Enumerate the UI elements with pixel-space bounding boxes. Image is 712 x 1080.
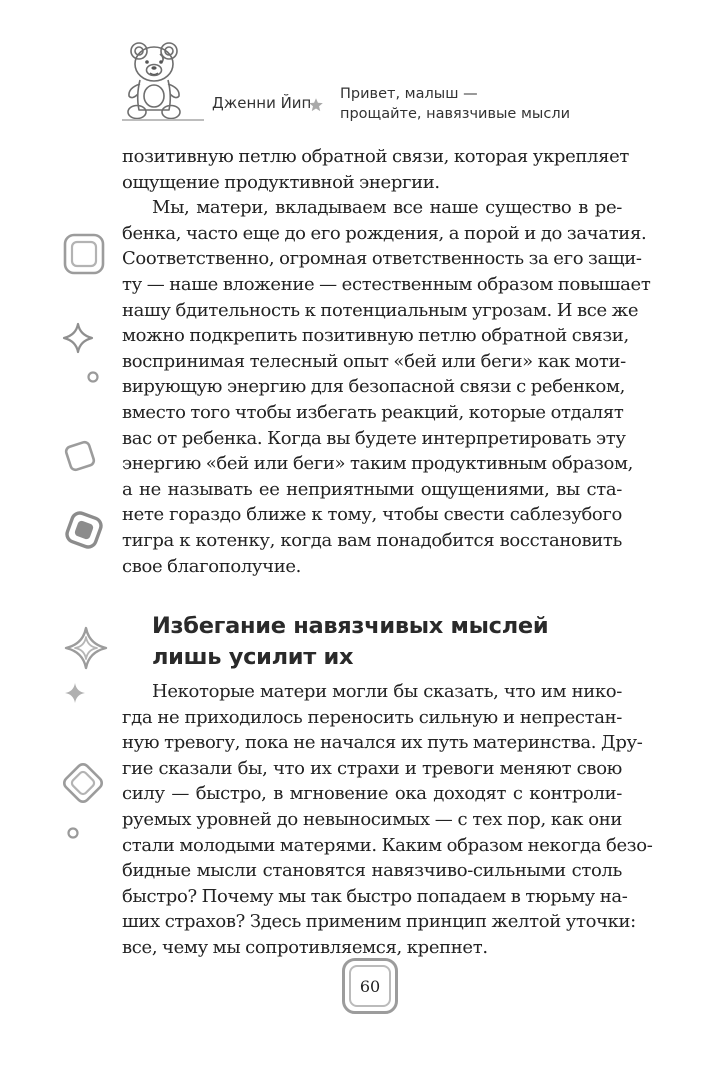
text-line: бенка, часто еще до его рождения, а порой и до зачатия.	[122, 222, 647, 244]
paragraph	[122, 195, 651, 579]
text-line: Мы, матери, вкладываем все наше существо в ре-	[152, 197, 622, 219]
text-line: ших страхов? Здесь применим принцип желтой уточки:	[122, 911, 636, 933]
sparkle-filled-icon	[64, 682, 86, 704]
text-line: ную тревогу, пока не начался их путь материнства. Дру-	[122, 732, 643, 754]
star-icon	[308, 97, 324, 113]
text-line: быстро? Почему мы так быстро попадаем в тюрьму на-	[122, 885, 628, 907]
text-line: все, чему мы сопротивляемся, крепнет.	[122, 937, 488, 959]
text-line: нете гораздо ближе к тому, чтобы свести саблезубого	[122, 504, 622, 526]
text-line: Некоторые матери могли бы сказать, что им нико-	[152, 681, 622, 703]
text-line: энергию «бей или беги» таким продуктивным образом,	[122, 453, 633, 475]
header-rule	[122, 119, 204, 121]
text-line: силу — быстро, в мгновение ока доходят с контроли-	[122, 783, 622, 805]
rounded-diamond-filled-icon	[60, 506, 108, 554]
page-body	[122, 144, 653, 961]
running-header	[0, 0, 712, 130]
text-line: позитивную петлю обратной связи, которая укрепляет	[122, 146, 630, 167]
small-circle-icon	[66, 826, 80, 840]
text-line: можно подкрепить позитивную петлю обратной связи,	[122, 325, 629, 347]
text-line: бидные мысли становятся навязчиво-сильными столь	[122, 860, 622, 882]
diamond-outline-icon	[58, 758, 108, 808]
text-line: а не называть ее неприятными ощущениями, вы ста-	[122, 478, 622, 500]
book-title	[340, 84, 570, 124]
text-line: стали молодыми матерями. Каким образом некогда безо-	[122, 834, 653, 856]
heading-line: Избегание навязчивых мыслей	[152, 613, 549, 640]
text-line: гие сказали бы, что их страхи и тревоги меняют свою	[122, 757, 622, 779]
teddy-bear-icon	[122, 38, 194, 120]
text-line: воспринимая телесный опыт «бей или беги» как моти-	[122, 350, 626, 372]
paragraph	[122, 679, 653, 961]
text-line: вас от ребенка. Когда вы будете интерпретировать эту	[122, 427, 626, 449]
sparkle-outline-icon	[62, 322, 94, 354]
tilted-square-icon	[60, 436, 100, 476]
text-line: вирующую энергию для безопасной связи с ребенком,	[122, 376, 626, 398]
text-line: вместо того чтобы избегать реакций, которые отдалят	[122, 401, 624, 423]
text-line: руемых уровней до невыносимых — с тех пор, как они	[122, 809, 622, 831]
book-title-line: прощайте, навязчивые мысли	[340, 106, 571, 122]
page-number: 60	[359, 976, 381, 996]
text-line: нашу бдительность к потенциальным угрозам. И все же	[122, 299, 639, 321]
text-line: свое благополучие.	[122, 555, 302, 577]
text-line: Соответственно, огромная ответственность за его защи-	[122, 248, 642, 270]
author-name: Дженни Йип	[212, 94, 312, 112]
text-line: тигра к котенку, когда вам понадобится восстановить	[122, 529, 622, 551]
heading-line: лишь усилит их	[152, 644, 354, 671]
section-heading	[152, 611, 622, 673]
text-line: ту — наше вложение — естественным образом повышает	[122, 273, 651, 295]
small-circle-icon	[86, 370, 100, 384]
rounded-square-icon	[62, 232, 106, 276]
sparkle-double-icon	[64, 626, 108, 670]
page-number-frame	[342, 958, 398, 1014]
book-title-line: Привет, малыш —	[340, 86, 478, 102]
paragraph	[122, 144, 630, 195]
text-line: гда не приходилось переносить сильную и непрестан-	[122, 706, 622, 728]
text-line: ощущение продуктивной энергии.	[122, 171, 440, 193]
